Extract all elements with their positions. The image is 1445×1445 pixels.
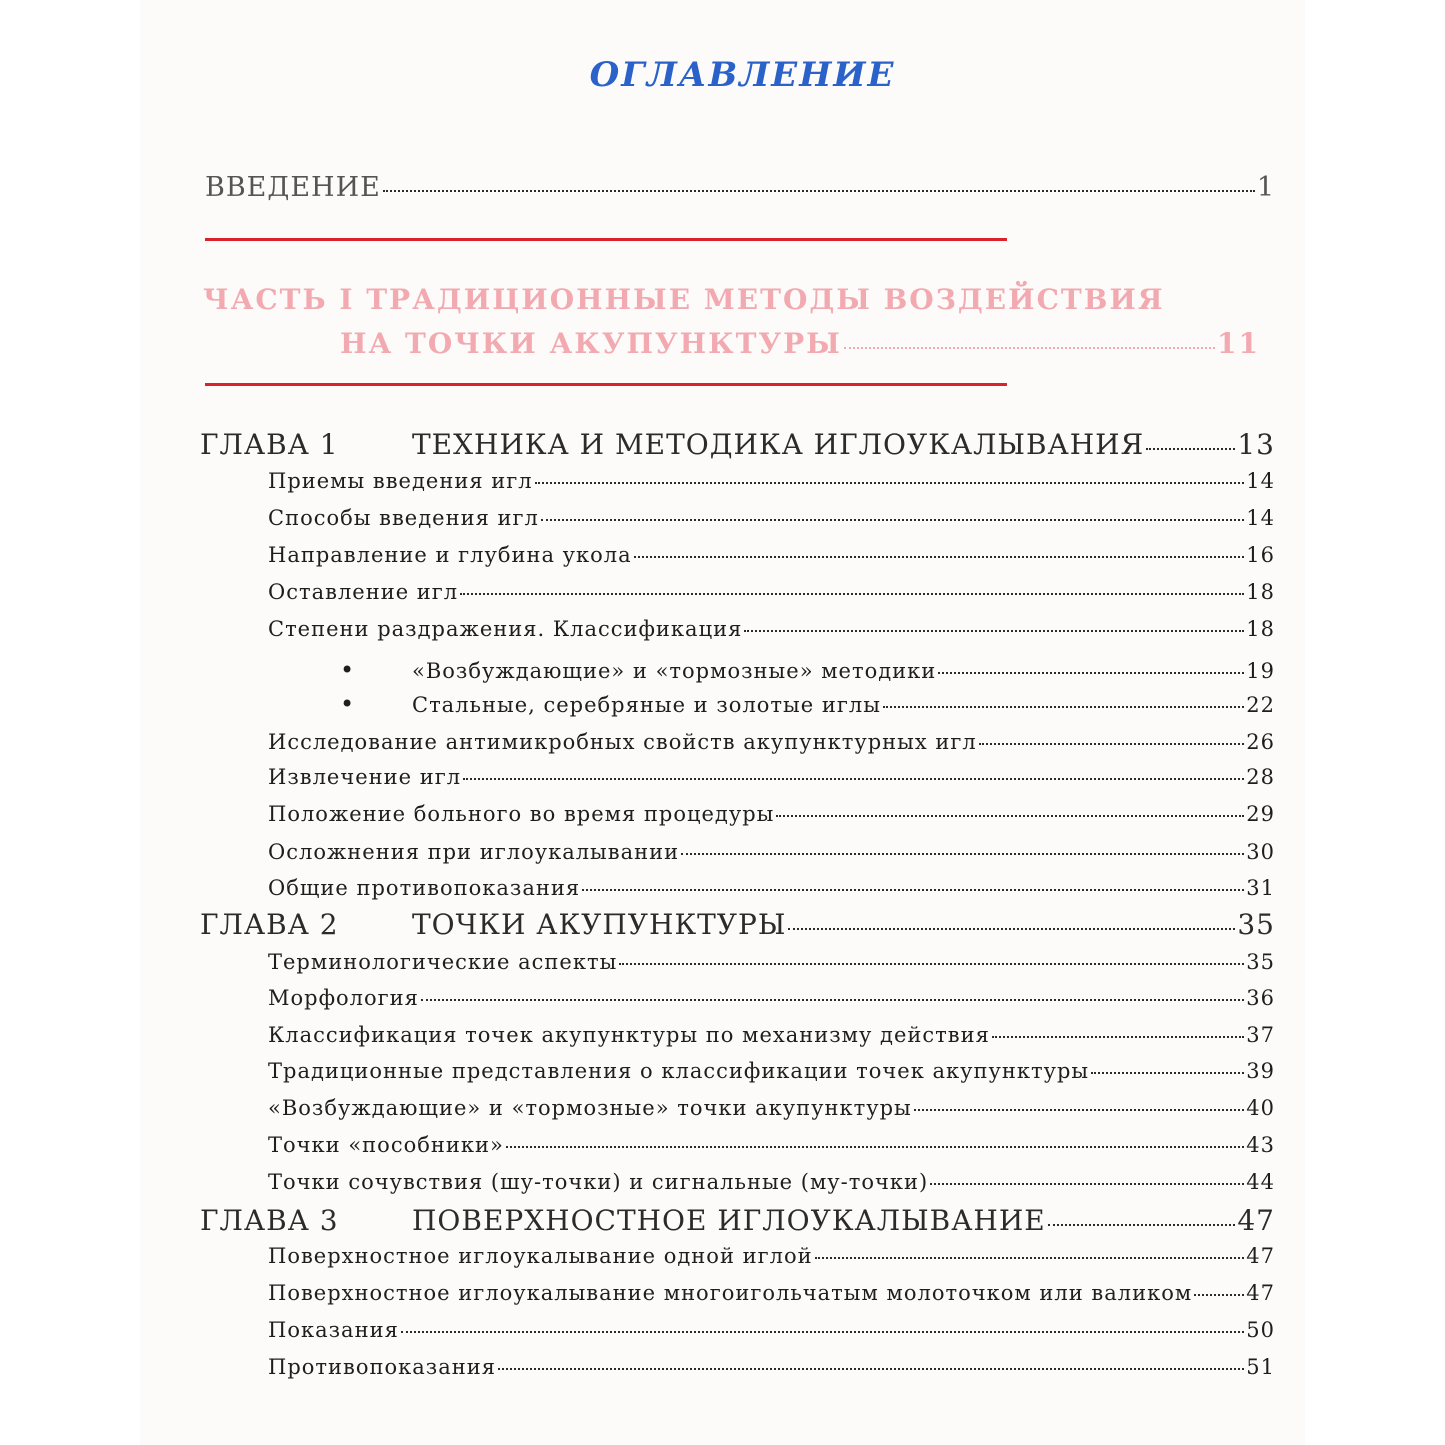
page-number: 39: [1246, 1059, 1275, 1083]
entry-text: Положение больного во время процедуры: [268, 802, 775, 826]
dot-leader: [541, 519, 1244, 521]
dot-leader: [582, 889, 1244, 891]
chapter-label: ГЛАВА 1: [200, 428, 339, 461]
entry-text: Морфология: [268, 986, 419, 1010]
page-number: 29: [1246, 802, 1275, 826]
dot-leader: [930, 1183, 1244, 1185]
dot-leader: [506, 1146, 1244, 1148]
dot-leader: [1146, 448, 1235, 450]
dot-leader: [619, 963, 1244, 965]
toc-entry[interactable]: [268, 1318, 1275, 1342]
toc-entry-bullet[interactable]: [340, 656, 1275, 684]
page-number: 37: [1246, 1023, 1275, 1047]
toc-entry[interactable]: [268, 1133, 1275, 1157]
toc-entry[interactable]: [268, 1244, 1275, 1268]
entry-text: Противопоказания: [268, 1355, 496, 1379]
page-number: 14: [1246, 506, 1275, 530]
toc-entry[interactable]: [268, 730, 1275, 754]
toc-entry[interactable]: [268, 1096, 1275, 1120]
toc-entry[interactable]: [268, 580, 1275, 604]
entry-text: «Возбуждающие» и «тормозные» методики: [412, 659, 937, 683]
chapter-title: ПОВЕРХНОСТНОЕ ИГЛОУКАЛЫВАНИЕ: [412, 1204, 1046, 1237]
dot-leader: [383, 190, 1255, 192]
entry-text: Исследование антимикробных свойств акупунктурных игл: [268, 730, 977, 754]
toc-entry[interactable]: [268, 876, 1275, 900]
entry-text: Точки «пособники»: [268, 1133, 504, 1157]
toc-entry[interactable]: [268, 469, 1275, 493]
entry-text: «Возбуждающие» и «тормозные» точки акупунктуры: [268, 1096, 912, 1120]
toc-entry[interactable]: [268, 840, 1275, 864]
chapter-title: ТОЧКИ АКУПУНКТУРЫ: [412, 908, 787, 941]
dot-leader: [938, 672, 1244, 674]
entry-text: Стальные, серебряные и золотые иглы: [412, 693, 881, 717]
part-heading-line1[interactable]: ЧАСТЬ I ТРАДИЦИОННЫЕ МЕТОДЫ ВОЗДЕЙСТВИЯ: [203, 283, 1165, 316]
entry-text: Степени раздражения. Классификация: [268, 617, 743, 641]
page-number: 13: [1237, 428, 1275, 461]
page-number: 50: [1246, 1318, 1275, 1342]
entry-text: Терминологические аспекты: [268, 950, 618, 974]
toc-entry[interactable]: [268, 543, 1275, 567]
bullet-icon: •: [340, 656, 356, 684]
dot-leader: [1194, 1294, 1244, 1296]
page-number: 36: [1246, 986, 1275, 1010]
page-number: 47: [1246, 1281, 1275, 1305]
entry-text: Извлечение игл: [268, 765, 462, 789]
entry-text: Общие противопоказания: [268, 876, 581, 900]
toc-entry[interactable]: [268, 1170, 1275, 1194]
entry-text: Способы введения игл: [268, 506, 539, 530]
dot-leader: [401, 1331, 1244, 1333]
toc-entry[interactable]: [268, 1281, 1275, 1305]
chapter-label: ГЛАВА 3: [200, 1204, 339, 1237]
page-number: 35: [1237, 908, 1275, 941]
toc-entry[interactable]: [268, 1023, 1275, 1047]
dot-leader: [883, 706, 1244, 708]
red-divider: [205, 383, 1007, 386]
dot-leader: [463, 778, 1244, 780]
page-number: 47: [1246, 1244, 1275, 1268]
page-number: 35: [1246, 950, 1275, 974]
dot-leader: [815, 1257, 1245, 1259]
page-number: 47: [1237, 1204, 1275, 1237]
page-number: 18: [1246, 617, 1275, 641]
page-number: 19: [1246, 659, 1275, 683]
toc-chapter-1[interactable]: [200, 428, 1275, 461]
toc-entry[interactable]: [268, 986, 1275, 1010]
page-number: 44: [1246, 1170, 1275, 1194]
entry-text: Осложнения при иглоукалывании: [268, 840, 680, 864]
entry-text: Традиционные представления о классификации точек акупунктуры: [268, 1059, 1090, 1083]
entry-text: Приемы введения игл: [268, 469, 533, 493]
toc-entry[interactable]: [268, 765, 1275, 789]
page-number: 40: [1246, 1096, 1275, 1120]
red-divider: [205, 238, 1007, 241]
toc-chapter-3[interactable]: [200, 1204, 1275, 1237]
dot-leader: [914, 1109, 1245, 1111]
dot-leader: [788, 928, 1235, 930]
toc-entry-introduction[interactable]: [205, 172, 1275, 203]
entry-text: ВВЕДЕНИЕ: [205, 172, 381, 203]
toc-entry[interactable]: [268, 1355, 1275, 1379]
toc-entry[interactable]: [268, 617, 1275, 641]
dot-leader: [844, 347, 1215, 349]
page-number: 31: [1246, 876, 1275, 900]
dot-leader: [498, 1368, 1244, 1370]
toc-entry[interactable]: [268, 506, 1275, 530]
toc-chapter-2[interactable]: [200, 908, 1275, 941]
dot-leader: [421, 999, 1244, 1001]
entry-text: Классификация точек акупунктуры по механизму действия: [268, 1023, 990, 1047]
dot-leader: [1048, 1224, 1236, 1226]
bullet-icon: •: [340, 690, 356, 718]
entry-text: Точки сочувствия (шу-точки) и сигнальные (му-точки): [268, 1170, 929, 1194]
dot-leader: [681, 853, 1244, 855]
page-number: 11: [1217, 327, 1260, 360]
dot-leader: [744, 630, 1244, 632]
dot-leader: [460, 593, 1244, 595]
page-number: 43: [1246, 1133, 1275, 1157]
toc-entry[interactable]: [268, 1059, 1275, 1083]
toc-entry-bullet[interactable]: [340, 690, 1275, 718]
entry-text: Поверхностное иглоукалывание многоигольчатым молоточком или валиком: [268, 1281, 1193, 1305]
chapter-title: ТЕХНИКА И МЕТОДИКА ИГЛОУКАЛЫВАНИЯ: [412, 428, 1145, 461]
page-number: 14: [1246, 469, 1275, 493]
toc-entry[interactable]: [268, 950, 1275, 974]
dot-leader: [979, 743, 1245, 745]
part-heading-line2[interactable]: [340, 327, 1260, 360]
page-number: 16: [1246, 543, 1275, 567]
entry-text: Показания: [268, 1318, 399, 1342]
dot-leader: [535, 482, 1245, 484]
page-number: 28: [1246, 765, 1275, 789]
page-number: 26: [1246, 730, 1275, 754]
entry-text: Направление и глубина укола: [268, 543, 632, 567]
page-title: ОГЛАВЛЕНИЕ: [589, 55, 896, 95]
chapter-label: ГЛАВА 2: [200, 908, 339, 941]
dot-leader: [1091, 1072, 1244, 1074]
dot-leader: [634, 556, 1245, 558]
page-number: 30: [1246, 840, 1275, 864]
entry-text: НА ТОЧКИ АКУПУНКТУРЫ: [340, 327, 842, 360]
entry-text: Поверхностное иглоукалывание одной иглой: [268, 1244, 813, 1268]
page-number: 22: [1246, 693, 1275, 717]
page-number: 18: [1246, 580, 1275, 604]
dot-leader: [992, 1036, 1244, 1038]
toc-entry[interactable]: [268, 802, 1275, 826]
dot-leader: [776, 815, 1244, 817]
page-number: 51: [1246, 1355, 1275, 1379]
page-number: 1: [1256, 172, 1275, 203]
entry-text: Оставление игл: [268, 580, 459, 604]
